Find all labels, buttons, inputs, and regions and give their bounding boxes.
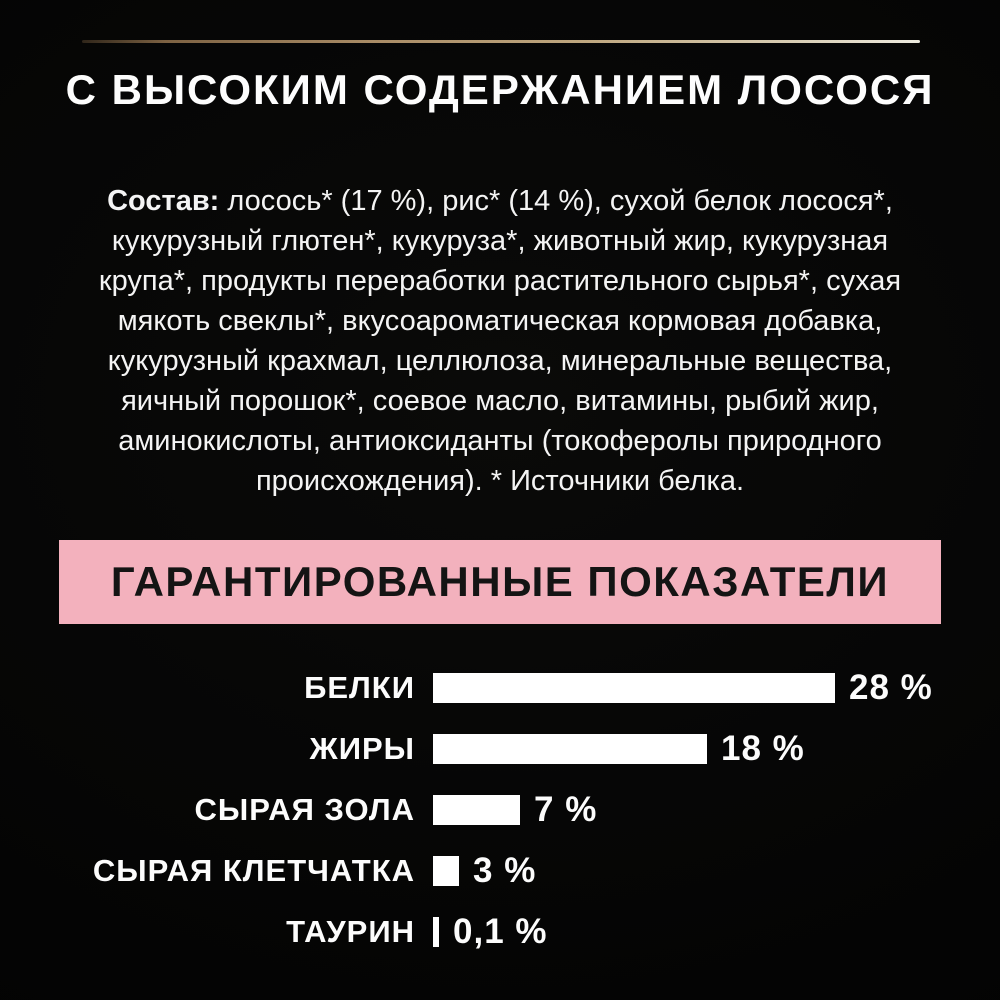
chart-category-label: ЖИРЫ	[309, 731, 415, 766]
composition-line-8: происхождения). * Источники белка.	[255, 465, 745, 497]
composition-line-4: мякоть свеклы*, вкусоароматическая кормовая добавка,	[117, 305, 883, 337]
composition-text	[0, 181, 1000, 501]
chart-value-label: 28 %	[849, 668, 933, 707]
banner-label: ГАРАНТИРОВАННЫЕ ПОКАЗАТЕЛИ	[110, 558, 890, 605]
chart-bar	[433, 917, 439, 947]
chart-bar	[433, 856, 459, 886]
chart-value-label: 0,1 %	[453, 912, 548, 951]
chart-bar	[433, 795, 520, 825]
chart-row-taurine	[0, 912, 1000, 951]
composition-line-7: аминокислоты, антиоксиданты (токоферолы природного	[118, 425, 882, 457]
chart-row-crude-fiber	[0, 851, 1000, 890]
chart-bar	[433, 734, 707, 764]
composition-line-2: кукурузный глютен*, кукуруза*, животный жир, кукурузная	[111, 225, 889, 257]
page-title: С ВЫСОКИМ СОДЕРЖАНИЕМ ЛОСОСЯ	[65, 66, 935, 113]
composition-line-6: яичный порошок*, соевое масло, витамины, рыбий жир,	[121, 385, 879, 417]
composition-line-5: кукурузный крахмал, целлюлоза, минеральные вещества,	[107, 345, 893, 377]
chart-value-label: 3 %	[473, 851, 537, 890]
chart-row-proteins	[0, 668, 1000, 707]
chart-row-crude-ash	[0, 790, 1000, 829]
chart-category-label: БЕЛКИ	[304, 670, 415, 705]
chart-category-label: СЫРАЯ КЛЕТЧАТКА	[92, 853, 415, 888]
gold-divider-line	[82, 40, 920, 43]
guaranteed-indicators-banner	[59, 540, 941, 624]
chart-value-label: 18 %	[721, 729, 805, 768]
guaranteed-indicators-chart	[0, 668, 1000, 978]
composition-line-3: крупа*, продукты переработки растительного сырья*, сухая	[98, 265, 902, 297]
chart-bar	[433, 673, 835, 703]
composition-label: Состав:	[107, 185, 220, 217]
chart-category-label: ТАУРИН	[286, 914, 415, 949]
chart-category-label: СЫРАЯ ЗОЛА	[194, 792, 415, 827]
chart-value-label: 7 %	[534, 790, 598, 829]
composition-line-1-text: лосось* (17 %), рис* (14 %), сухой белок лосося*,	[219, 185, 893, 217]
chart-row-fats	[0, 729, 1000, 768]
composition-line-1	[0, 181, 1000, 221]
